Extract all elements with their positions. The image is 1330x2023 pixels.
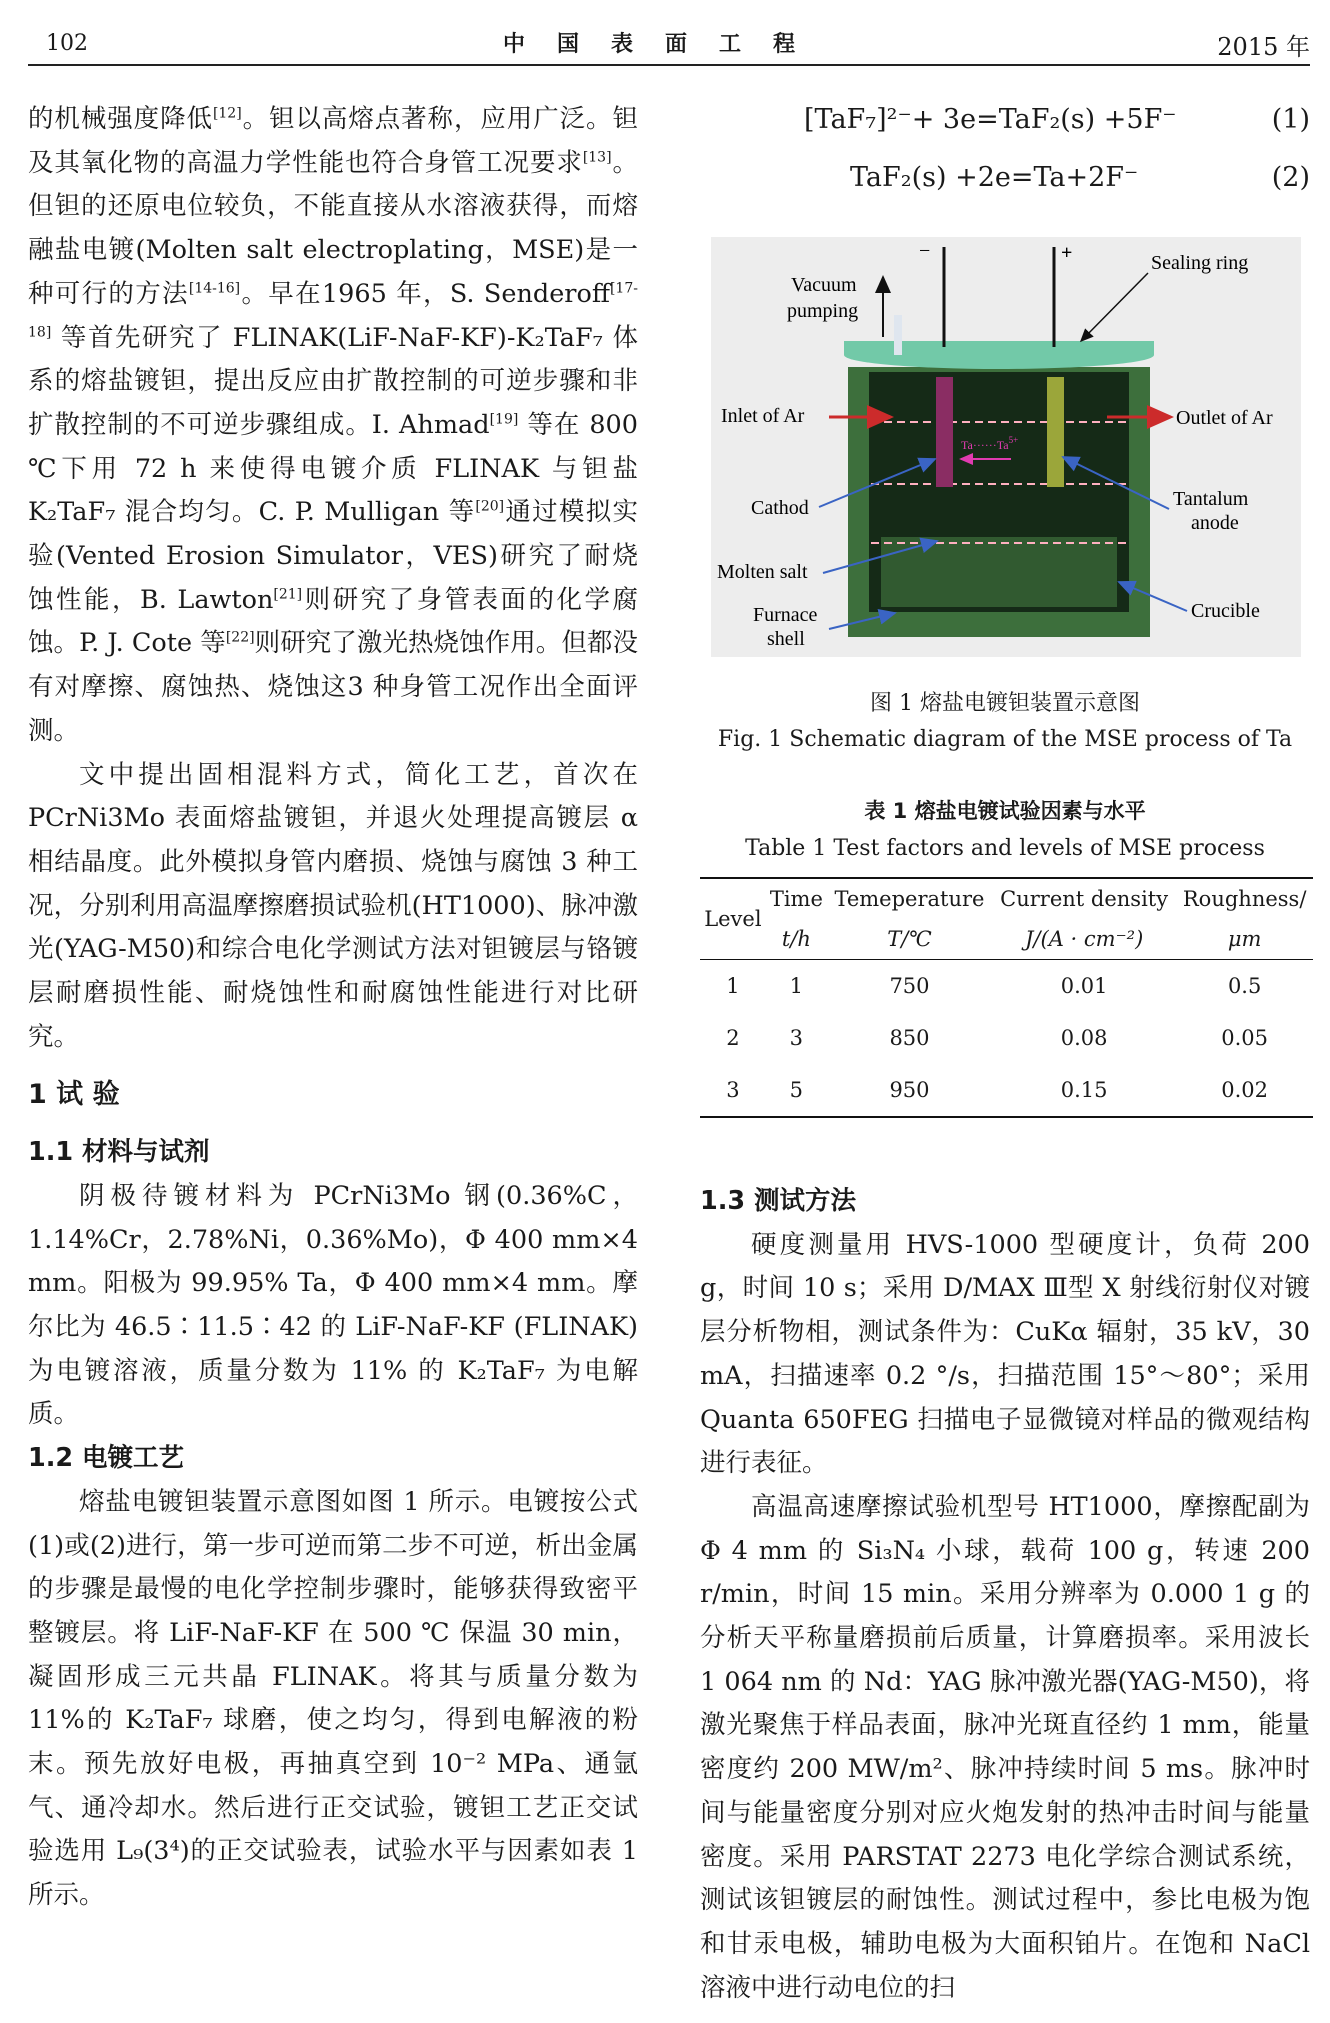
equation-number: (2) [1271, 162, 1310, 193]
table-header: T/℃ [887, 927, 932, 951]
outlet-label: Outlet of Ar [1176, 407, 1273, 429]
vacuum-label: pumping [787, 300, 859, 322]
table-cell: 750 [889, 974, 930, 998]
citation[interactable]: [13] [582, 149, 612, 166]
table-cell: 0.5 [1227, 974, 1262, 998]
figure-caption-en: Fig. 1 Schematic diagram of the MSE process of Ta [717, 727, 1293, 752]
minus-sign: − [919, 240, 931, 262]
table-cell: 0.15 [1060, 1078, 1108, 1102]
table-row [700, 1064, 1313, 1117]
anode-rod [1047, 377, 1064, 487]
table-cell: 950 [889, 1078, 930, 1102]
table-title-cn: 表 1 熔盐电镀试验因素与水平 [864, 799, 1146, 823]
subsection-heading: 1.2 电镀工艺 [28, 1443, 185, 1474]
journal-title: 中国表面工程 [502, 31, 827, 57]
crucible-label: Crucible [1191, 600, 1260, 622]
body-paragraph: 熔盐电镀钽装置示意图如图 1 所示。电镀按公式(1)或(2)进行，第一步可逆而第二步不可逆，析出金属的步骤是最慢的电化学控制步骤时，能够获得致密平整镀层。将 LiF-NaF-KF 在 500 ℃ 保温 30 min，凝固形成三元共晶 FLINAK。将其与质量分数为 11%的 K₂TaF₇ 球磨，使之均匀，得到电解液的粉末。预先放好电极，再抽真空到 10⁻² MPa、通氩气、通冷却水。然后进行正交试验，镀钽工艺正交试验选用 L₉(3⁴)的正交试验表，试验水平与因素如表 1 所示。 [28, 1486, 638, 1911]
citation[interactable]: [19] [489, 411, 519, 428]
table-cell: 2 [726, 1026, 740, 1050]
citation[interactable]: [17-18] [28, 280, 638, 341]
table-header: μm [1227, 927, 1262, 951]
body-paragraph: 高温高速摩擦试验机型号 HT1000，摩擦配副为 Φ 4 mm 的 Si₃N₄ 小球，载荷 100 g，转速 200 r/min，时间 15 min。采用分辨率为 0.000 1 g 的分析天平称量磨损前后质量，计算磨损率。采用波长 1 064 nm 的 Nd：YAG 脉冲激光器(YAG-M50)，将激光聚焦于样品表面，脉冲光斑直径约 1 mm，能量密度约 200 MW/m²、脉冲持续时间 5 ms。脉冲时间与能量密度分别对应火炮发射的热冲击时间与能量密度。采用 PARSTAT 2273 电化学综合测试系统，测试该钽镀层的耐蚀性。测试过程中，参比电极为饱和甘汞电极，辅助电极为大面积铂片。在饱和 NaCl 溶液中进行动电位的扫 [700, 1491, 1310, 2003]
header-rule [28, 64, 1310, 66]
table-cell: 3 [726, 1078, 740, 1102]
mse-apparatus-diagram [711, 237, 1301, 657]
vacuum-tube [894, 315, 902, 355]
table-cell: 0.02 [1221, 1078, 1269, 1102]
equation-formula: TaF₂(s) +2e=Ta+2F⁻ [850, 162, 1139, 193]
table-row [700, 1012, 1313, 1064]
equation-formula: [TaF₇]²⁻+ 3e=TaF₂(s) +5F⁻ [804, 104, 1177, 135]
equation-1 [700, 100, 1310, 140]
table-cell: 0.05 [1221, 1026, 1269, 1050]
table-header: Level [704, 907, 762, 931]
plus-sign: + [1061, 242, 1073, 264]
table-cell: 0.08 [1060, 1026, 1108, 1050]
subsection-heading: 1.1 材料与试剂 [28, 1137, 210, 1168]
table-title-en: Table 1 Test factors and levels of MSE process [745, 836, 1265, 861]
body-paragraph: 阴极待镀材料为 PCrNi3Mo 钢(0.36%C，1.14%Cr，2.78%Ni，0.36%Mo)，Φ 400 mm×4 mm。阳极为 99.95% Ta，Φ 400 mm×4 mm。摩尔比为 46.5∶11.5∶42 的 LiF-NaF-KF (FLINAK)为电镀溶液，质量分数为 11% 的 K₂TaF₇ 为电解质。 [28, 1180, 638, 1430]
citation[interactable]: [12] [212, 105, 242, 122]
ta-ion-label: $Ta\cdot\cdot\cdot\cdot\cdot\cdot Ta^{5+}$ [961, 435, 1019, 452]
citation[interactable]: [21] [273, 586, 303, 603]
table-header: Roughness/ [1182, 887, 1307, 911]
table-cell: 1 [789, 974, 804, 998]
table-header: Temeperature [834, 887, 985, 911]
table-cell: 1 [726, 974, 740, 998]
subsection-heading: 1.3 测试方法 [700, 1186, 857, 1216]
table-header: J/(A · cm⁻²) [1025, 927, 1144, 951]
table-cell: 3 [789, 1026, 804, 1050]
equation-number: (1) [1271, 104, 1310, 135]
molten-salt-label: Molten salt [717, 561, 808, 583]
cathode-label: Cathod [751, 497, 809, 519]
cathode-rod [936, 377, 953, 487]
intro-paragraph: 的机械强度降低[12]。钽以高熔点著称，应用广泛。钽及其氧化物的高温力学性能也符合身管工况要求[13]。但钽的还原电位较负，不能直接从水溶液获得，而熔融盐电镀(Molten salt electroplating，MSE)是一种可行的方法[14-16]。早在1965 年，S. Senderoff[17-18] 等首先研究了 FLINAK(LiF-NaF-KF)-K₂TaF₇ 体系的熔盐镀钽，提出反应由扩散控制的可逆步骤和非扩散控制的不可逆步骤组成。I. Ahmad[19] 等在 800 ℃下用 72 h 来使得电镀介质 FLINAK 与钽盐 K₂TaF₇ 混合均匀。C. P. Mulligan 等[20]通过模拟实验(Vented Erosion Simulator，VES)研究了耐烧蚀性能，B. Lawton[21]则研究了身管表面的化学腐蚀。P. J. Cote 等[22]则研究了激光热烧蚀作用。但都没有对摩擦、腐蚀热、烧蚀这3 种身管工况作出全面评测。 [28, 104, 638, 746]
table-cell: 0.01 [1060, 974, 1108, 998]
table-header: t/h [781, 927, 811, 951]
anode-label: Tantalum [1173, 488, 1249, 510]
figure-caption-cn: 图 1 熔盐电镀钽装置示意图 [870, 691, 1140, 716]
table-cell: 850 [889, 1026, 930, 1050]
sealing-ring-label: Sealing ring [1151, 252, 1249, 274]
left-column [28, 98, 638, 1918]
furnace-label: Furnace [753, 604, 818, 626]
table-cell: 5 [789, 1078, 804, 1102]
right-column [700, 1180, 1310, 2010]
inlet-label: Inlet of Ar [721, 405, 805, 427]
citation[interactable]: [14-16] [188, 280, 241, 297]
vacuum-label: Vacuum [791, 274, 857, 296]
table-1 [700, 877, 1313, 1118]
sealing-lid-rim [844, 341, 1154, 355]
issue-year: 2015 年 [1217, 33, 1310, 61]
anode-label: anode [1191, 512, 1239, 534]
citation[interactable]: [20] [475, 498, 505, 515]
section-heading: 1 试 验 [28, 1079, 120, 1111]
body-paragraph: 硬度测量用 HVS-1000 型硬度计，负荷 200 g，时间 10 s；采用 D/MAX Ⅲ型 X 射线衍射仪对镀层分析物相，测试条件为：CuKα 辐射，35 kV，30 mA，扫描速率 0.2 °/s，扫描范围 15°～80°；采用 Quanta 650FEG 扫描电子显微镜对样品的微观结构进行表征。 [700, 1229, 1310, 1479]
table-header: Current density [1000, 887, 1169, 911]
page-number: 102 [46, 31, 88, 56]
table-row [700, 960, 1313, 1013]
citation[interactable]: [22] [225, 629, 255, 646]
furnace-label: shell [767, 628, 805, 650]
table-header: Time [769, 887, 823, 911]
equation-2 [700, 158, 1310, 198]
figure-1 [711, 237, 1301, 657]
body-paragraph: 文中提出固相混料方式，简化工艺，首次在 PCrNi3Mo 表面熔盐镀钽，并退火处理提高镀层 α 相结晶度。此外模拟身管内磨损、烧蚀与腐蚀 3 种工况，分别利用高温摩擦磨损试验机(HT1000)、脉冲激光(YAG-M50)和综合电化学测试方法对钽镀层与铬镀层耐磨损性能、耐烧蚀性和耐腐蚀性能进行对比研究。 [28, 759, 638, 1052]
